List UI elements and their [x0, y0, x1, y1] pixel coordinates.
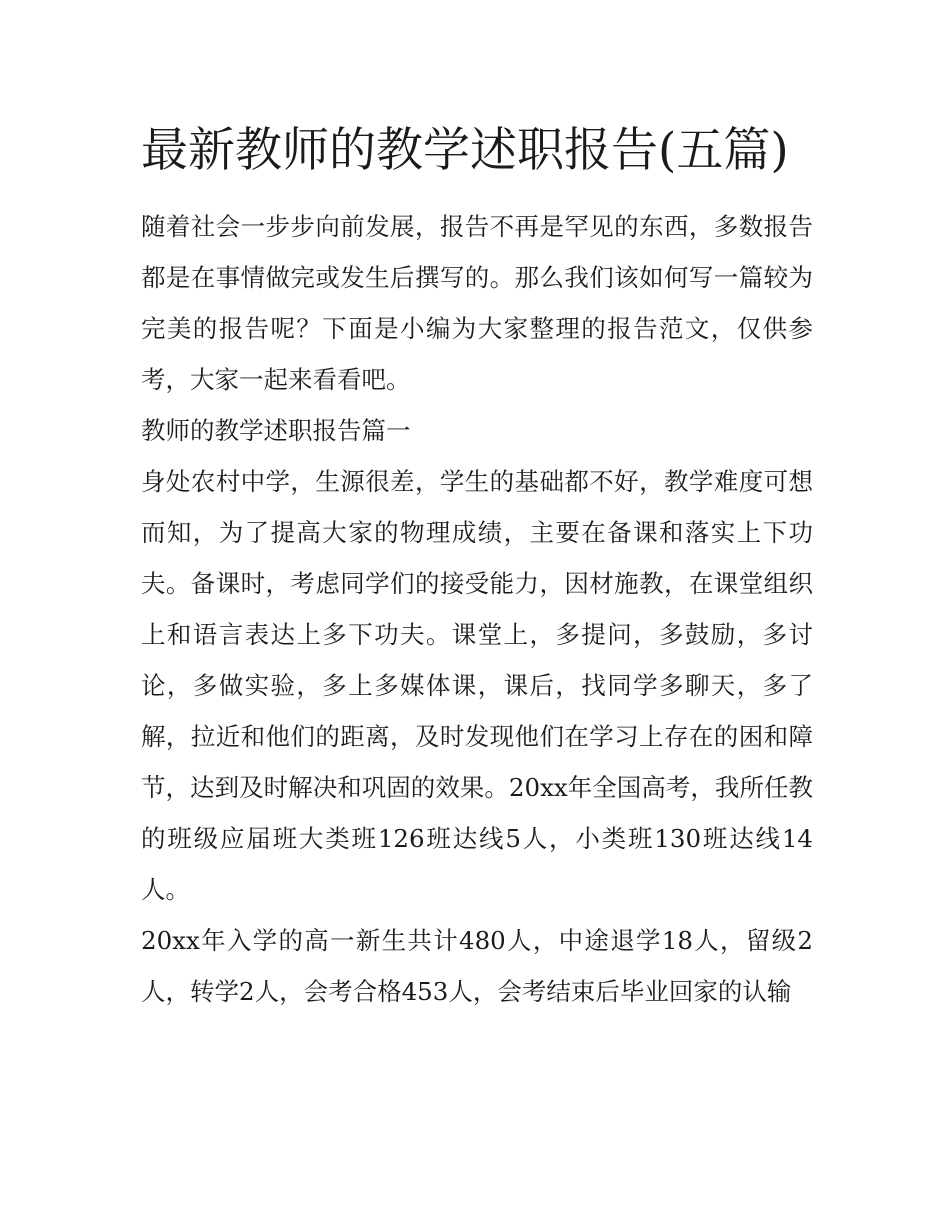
body-paragraph-1: 身处农村中学，生源很差，学生的基础都不好，教学难度可想而知，为了提高大家的物理成绩，主要在备课和落实上下功夫。备课时，考虑同学们的接受能力，因材施教，在课堂组织上和语言表达上多下功夫。课堂上，多提问，多鼓励，多讨论，多做实验，多上多媒体课，课后，找同学多聊天，多了解，拉近和他们的距离，及时发现他们在学习上存在的困和障节，达到及时解决和巩固的效果。20xx年全国高考，我所任教的班级应届班大类班126班达线5人，小类班130班达线14人。: [141, 467, 813, 904]
title-spacer: [141, 189, 813, 201]
document-title: 最新教师的教学述职报告(五篇): [141, 123, 789, 178]
document-body: [141, 112, 813, 1017]
intro-paragraph: 随着社会一步步向前发展，报告不再是罕见的东西，多数报告都是在事情做完或发生后撰写的。那么我们该如何写一篇较为完美的报告呢？下面是小编为大家整理的报告范文，仅供参考，大家一起来看看吧。: [141, 212, 813, 394]
section-heading: 教师的教学述职报告篇一: [141, 416, 411, 445]
body-paragraph-2: 20xx年入学的高一新生共计480人，中途退学18人，留级2人，转学2人，会考合格453人，会考结束后毕业回家的认输: [141, 926, 813, 1006]
